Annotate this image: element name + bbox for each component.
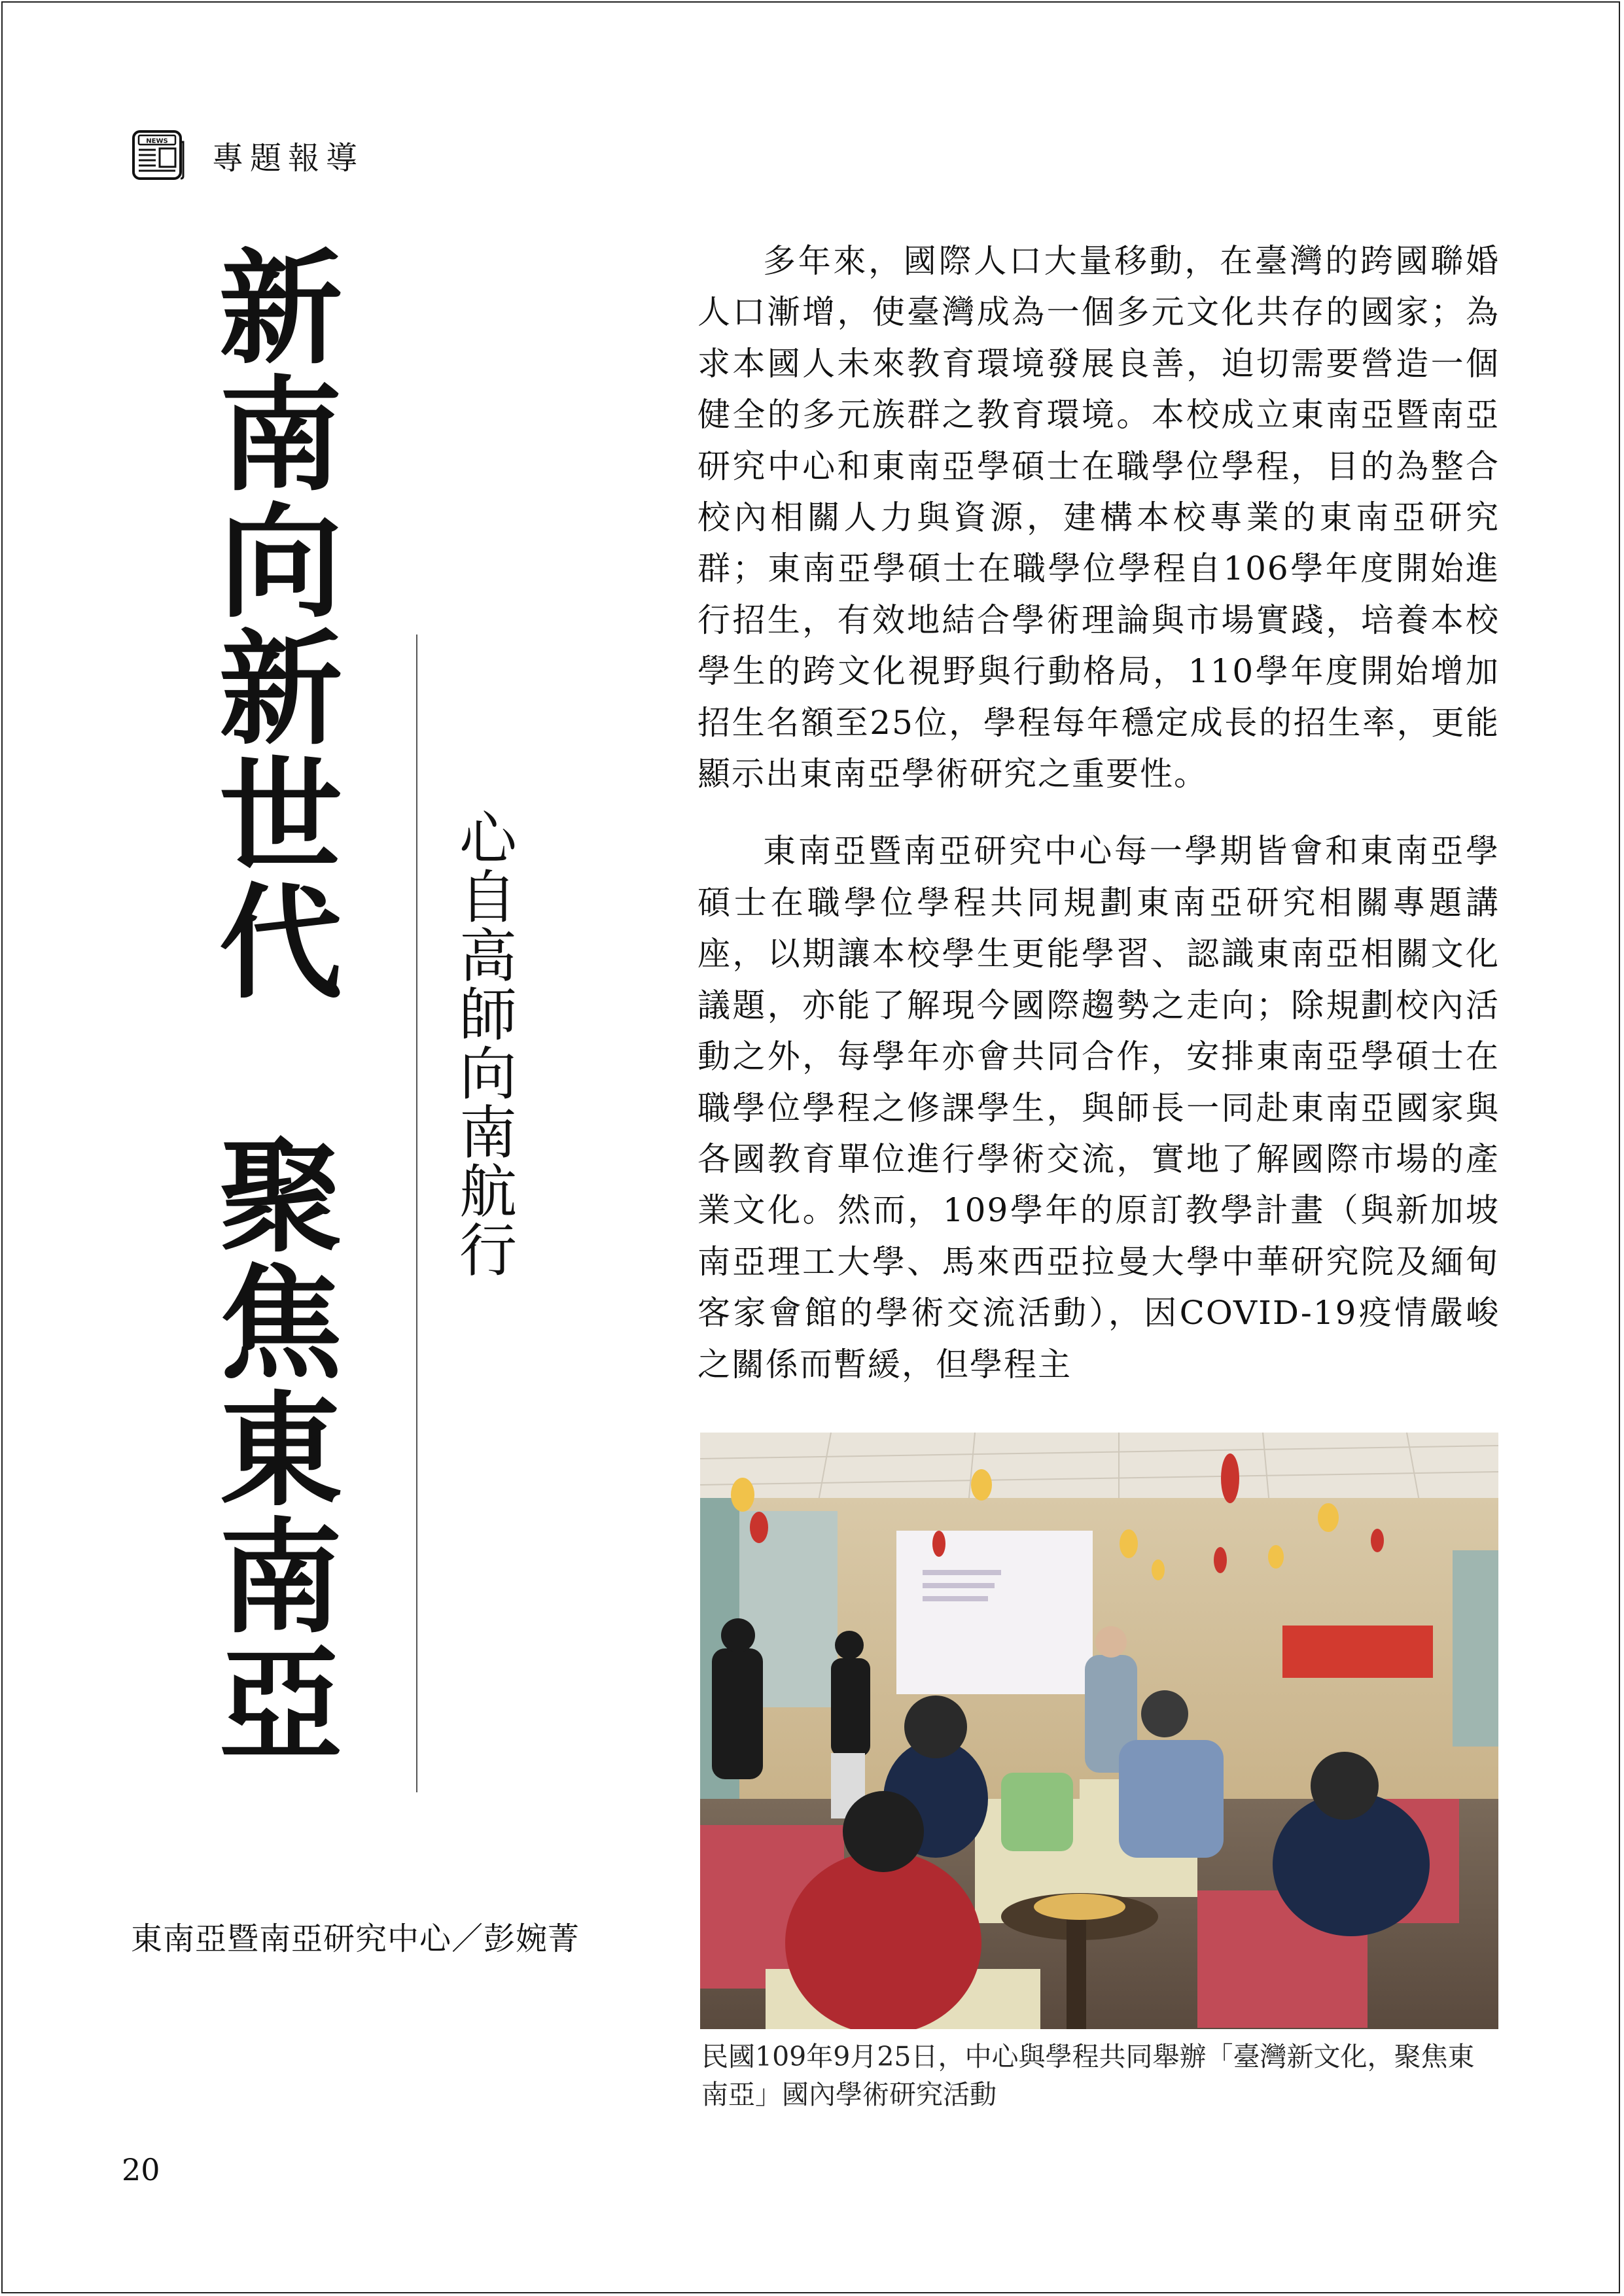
- article-body: [697, 235, 1500, 1416]
- article-subtitle: 心自高師向南航行: [450, 808, 518, 1279]
- article-paragraph: 東南亞暨南亞研究中心每一學期皆會和東南亞學碩士在職學位學程共同規劃東南亞研究相關專題講座，以期讓本校學生更能學習、認識東南亞相關文化議題，亦能了解現今國際趨勢之走向；除規劃校內活動之外，每學年亦會共同合作，安排東南亞學碩士在職學位學程之修課學生，與師長一同赴東南亞國家與各國教育單位進行學術交流，實地了解國際市場的產業文化。然而，109學年的原訂教學計畫（與新加坡南亞理工大學、馬來西亞拉曼大學中華研究院及緬甸客家會館的學術交流活動），因COVID-19疫情嚴峻之關係而暫緩，但學程主: [697, 832, 1500, 1383]
- section-label: 專題報導: [212, 139, 364, 177]
- event-photo: [700, 1433, 1498, 2029]
- article-title: 新南向新世代 聚焦東南亞: [198, 243, 342, 1766]
- photo-caption: 民國109年9月25日，中心與學程共同舉辦「臺灣新文化，聚焦東南亞」國內學術研究活動: [701, 2041, 1475, 2110]
- page-number: 20: [122, 2152, 160, 2187]
- title-divider: [416, 635, 417, 1792]
- article-paragraph: 多年來，國際人口大量移動，在臺灣的跨國聯婚人口漸增，使臺灣成為一個多元文化共存的國家；為求本國人未來教育環境發展良善，迫切需要營造一個健全的多元族群之教育環境。本校成立東南亞暨南亞研究中心和東南亞學碩士在職學位學程，目的為整合校內相關人力與資源，建構本校專業的東南亞研究群；東南亞學碩士在職學位學程自106學年度開始進行招生，有效地結合學術理論與市場實踐，培養本校學生的跨文化視野與行動格局，110學年度開始增加招生名額至25位，學程每年穩定成長的招生率，更能顯示出東南亞學術研究之重要性。: [697, 242, 1500, 793]
- author-byline: 東南亞暨南亞研究中心／彭婉菁: [131, 1921, 580, 1957]
- svg-text:NEWS: NEWS: [146, 137, 168, 145]
- section-header: [131, 126, 364, 184]
- newspaper-menu-icon: [131, 128, 186, 183]
